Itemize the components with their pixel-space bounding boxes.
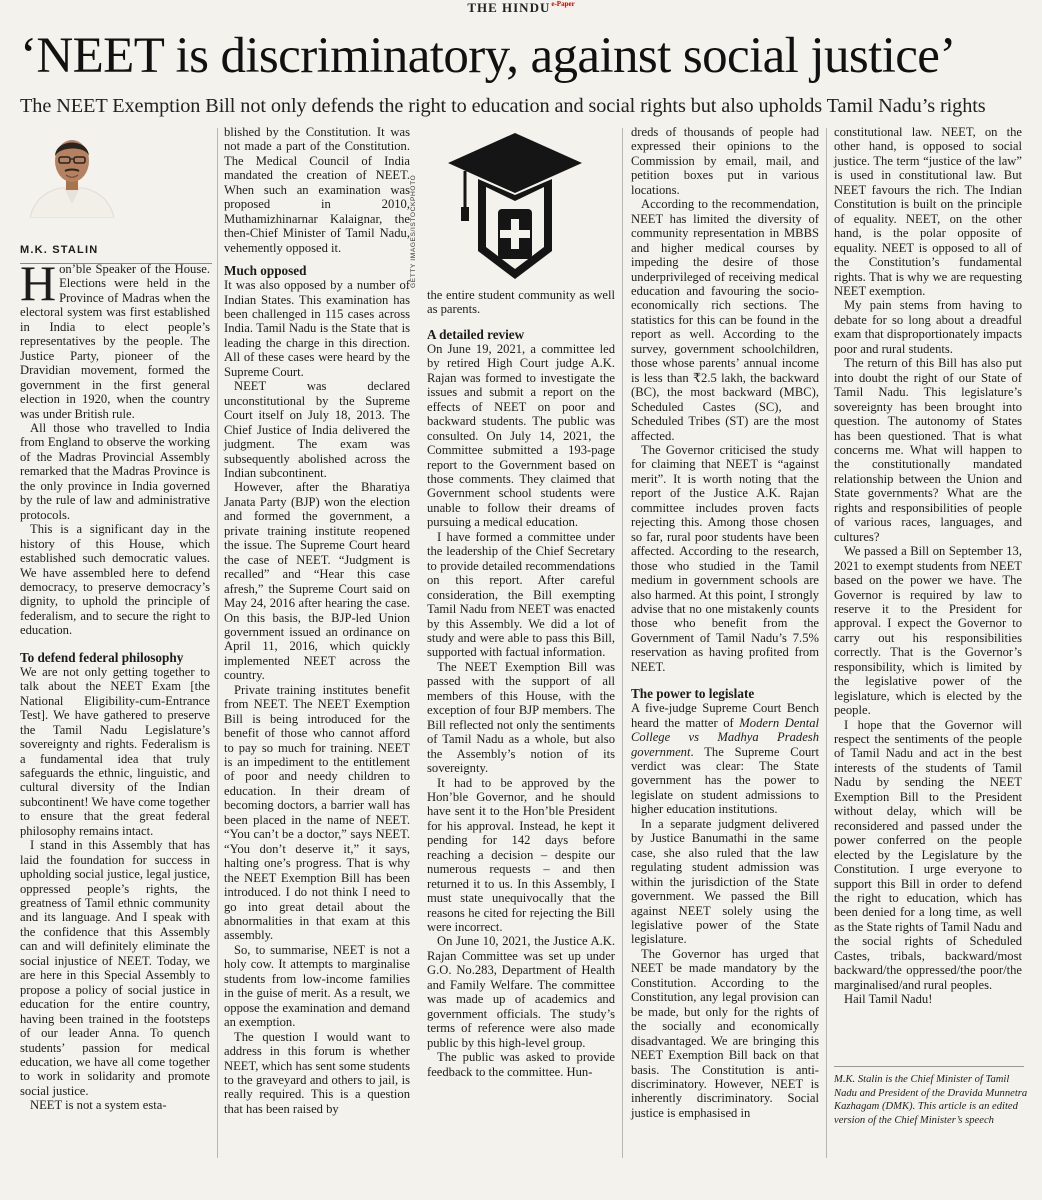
paragraph: We are not only getting together to talk about the NEET Exam [the National Eligibility-cum-Entrance Test]. We have gathered to preserve the Tamil Nadu Legislature’s sovereignty and rights. Federalism is a fundamental idea that truly safeguards the ethnic, linguistic, and cultural diversity of the Indian subcontinent! We have come together to ensure that the great federal philosophy remains intact. xyxy=(20,664,210,838)
masthead xyxy=(0,0,1042,16)
paragraph: The Governor criticised the study for claiming that NEET is “against merit”. It is worth noting that the report of the Justice A.K. Rajan committee includes proven facts rejecting this. Among those chosen so far, rural poor students have been affected. According to the research, those who studied in the Tamil medium in government schools are also harmed. At this point, I strongly advise that no one mistakenly counts those who benefit from the Government of Tamil Nadu’s 7.5% reservation as having profited from NEET. xyxy=(631,442,819,674)
column-4 xyxy=(631,125,819,1120)
section-heading: To defend federal philosophy xyxy=(20,649,184,665)
photo-credit: GETTY IMAGES/ISTOCKPHOTO xyxy=(410,174,417,288)
paragraph: It was also opposed by a number of Indian States. This examination has been challenged in 115 cases across India. Tamil Nadu is the State that is leading the charge in this direction. All of these cases were heard by the Supreme Court. xyxy=(224,278,410,379)
paragraph: According to the recommendation, NEET has limited the diversity of community representation in MBBS and higher medical courses by impeding the desire of those underprivileged of receiving medical education and favouring the socio-economically rich sections. The statistics for this can be found in the report as well. According to the survey, government schoolchildren, those whose parents’ annual income is less than ₹2.5 lakh, the backward (BC), the most backward (MBC), Scheduled Castes (SC), and Scheduled Tribes (ST) are the most affected. xyxy=(631,197,819,443)
section-heading: The power to legislate xyxy=(631,686,755,702)
headline: ‘NEET is discriminatory, against social justice’ xyxy=(20,28,956,84)
column-2 xyxy=(224,125,410,1116)
paragraph: All those who travelled to India from England to observe the working of the Madras Provincial Assembly remarked that the Madras Province is the only province in India governed by the rule of law and administrative protocols. xyxy=(20,420,210,522)
graduation-cap-illustration xyxy=(440,125,590,285)
paragraph: However, after the Bharatiya Janata Party (BJP) won the election and formed the government, a private training institute reopened the issue. The Supreme Court heard the case of NEET. “Judgment is recalled” and “Hear this case afresh,” the Supreme Court said on May 24, 2016 after hearing the case. On this basis, the BJP-led Union government issued an ordinance on April 11, 2016, which quickly implemented NEET across the country. xyxy=(224,480,410,683)
paragraph: This is a significant day in the history of this House, which established such democratic values. We have assembled here to defend democracy, to preserve democracy’s dignity, to uphold the principle of federalism, and to secure the right to education. xyxy=(20,522,210,638)
paragraph: constitutional law. NEET, on the other hand, is opposed to social justice. The term “justice of the law” is used in constitutional law. But NEET favours the rich. The Indian Constitution is built on the principle of equality. NEET, on the other hand, is the polar opposite of equality. NEET is opposed to all of the Constitution’s fundamental rights. That is why we are requesting NEET exemption. xyxy=(834,125,1022,298)
note-rule xyxy=(834,1066,1024,1067)
column-rule xyxy=(217,128,218,1158)
paragraph: So, to summarise, NEET is not a holy cow. It attempts to marginalise students from low-income families in the guise of merit. As a result, we oppose the examination and demand an exemption. xyxy=(224,942,410,1030)
paragraph: NEET is not a system esta- xyxy=(30,1098,167,1113)
paragraph: On June 19, 2021, a committee led by retired High Court judge A.K. Rajan was formed to investigate the issues and submit a report on the effects of NEET on poor and backward students. The public was consulted. On July 14, 2021, the Committee submitted a 193-page report to the Government based on those comments. They claimed that Government school students were unable to follow their dreams of pursuing a medical education. xyxy=(427,341,615,530)
paragraph: It had to be approved by the Hon’ble Governor, and he should have sent it to the Hon’ble President for his approval. Instead, he kept it pending for 142 days before reaching a decision – despite our numerous requests – and then returned it to us. In this Assembly, I must state unequivocally that the reasons he cited for rejecting the Bill were incorrect. xyxy=(427,775,615,935)
masthead-edition: e-Paper xyxy=(551,0,575,8)
paragraph: My pain stems from having to debate for so long about a dreadful exam that disproportionately impacts poor and rural students. xyxy=(834,298,1022,356)
subhead: The NEET Exemption Bill not only defends the right to education and social rights but also upholds Tamil Nadu’s rights xyxy=(20,95,986,117)
section-heading: A detailed review xyxy=(427,326,525,342)
paragraph: Hail Tamil Nadu! xyxy=(844,992,933,1007)
paragraph: dreds of thousands of people had expressed their opinions to the Commission by email, mail, and petition boxes put in various locations. xyxy=(631,125,819,197)
author-photo xyxy=(26,128,118,218)
paragraph-text: on’ble Speaker of the House. Elections were held in the Province of Madras when the electoral system was first established in India to elect people’s representatives by the people. The Justice Party, pioneer of the Dravidian movement, formed the government in the first general election in 1920, when the country was under British rule. xyxy=(20,262,210,421)
column-5 xyxy=(834,125,1022,1007)
paragraph-text: . The Supreme Court verdict was clear: The State government has the power to legislate on student admissions to higher education institutions. xyxy=(631,744,819,817)
author-note: M.K. Stalin is the Chief Minister of Tamil Nadu and President of the Dravida Munnetra Kazhagam (DMK). This article is an edited version of the Chief Minister’s speech xyxy=(834,1074,1028,1126)
paragraph: Private training institutes benefit from NEET. The NEET Exemption Bill is being introduced for the benefit of those who cannot afford to pay so much for training. NEET is an impediment to the entitlement of poor and needy children to education. In their dream of becoming doctors, a barrier wall has been placed in the name of NEET. “You can’t be a doctor,” says NEET. “You don’t deserve it,” it says, halting one’s progress. That is why the NEET Exemption Bill has been introduced. I do not think I need to go into great detail about the abnormalities in that exam at this assembly. xyxy=(224,682,410,943)
paragraph: I stand in this Assembly that has laid the foundation for success in upholding social justice, legal justice, oppressed people’s rights, the greatness of Tamil ethnic community and its language. And I speak with the confidence that this Assembly can and will definitely eliminate the social injustice of NEET. Today, we are here in this Special Assembly to propose a policy of social justice in education for the entire country, having been trained in the footsteps of our leader Anna. To quench students’ passion for medical education, we have all come together to work in solidarity and promote social justice. xyxy=(20,838,210,1098)
column-1 xyxy=(20,255,210,1113)
column-rule xyxy=(826,128,827,1158)
paragraph: The public was asked to provide feedback to the committee. Hun- xyxy=(427,1050,615,1079)
paragraph: blished by the Constitution. It was not made a part of the Constitution. The Medical Council of India mandated the creation of NEET. When such an examination was proposed in 2010, Muthamizhinarnar Kalaignar, the then-Chief Minister of Tamil Nadu, vehemently opposed it. xyxy=(224,125,410,255)
drop-cap: H xyxy=(20,255,57,311)
paragraph-text: A five-judge Supreme Court Bench heard the matter of xyxy=(631,701,819,730)
masthead-title: THE HINDU xyxy=(467,0,551,15)
paragraph: I have formed a committee under the leadership of the Chief Secretary to provide detailed recommendations on this report. After careful consideration, the Bill exempting Tamil Nadu from NEET was enacted by this Assembly. We did a lot of study and were able to pass this Bill, supported with factual information. xyxy=(427,529,615,660)
paragraph: We passed a Bill on September 13, 2021 to exempt students from NEET based on the power we have. The Governor is required by law to reserve it to the President for approval. I expect the Governor to carry out his responsibilities correctly. That is the Governor’s responsibility, which is limited by the legislative power of the legislature, which is elected by the people. xyxy=(834,544,1022,718)
column-rule xyxy=(622,128,623,1158)
paragraph: the entire student community as well as parents. xyxy=(427,288,615,317)
case-name: Modern Dental College vs Madhya Pradesh government xyxy=(631,715,819,759)
paragraph: In a separate judgment delivered by Justice Banumathi in the same case, she also ruled that the law regulating student admission was within the jurisdiction of the State government. We passed the Bill against NEET solely using the legislative power of the State legislature. xyxy=(631,816,819,947)
paragraph: The NEET Exemption Bill was passed with the support of all members of this House, with the exception of four BJP members. The Bill reflected not only the sentiments of Tamil Nadu as a whole, but also the Assembly’s notion of its sovereignty. xyxy=(427,659,615,776)
paragraph: I hope that the Governor will respect the sentiments of the people of Tamil Nadu and act in the best interests of the students of Tamil Nadu by sending the NEET Exemption Bill to the President without delay, which will be reconsidered and passed under the power conferred on the people elected by the Legislature by the Constitution. I urge everyone to support this Bill in order to defend the right to education, which has been denied for a long time, as well as the State rights of Tamil Nadu and the social rights of Scheduled Castes, tribals, backward/most backward/the oppressed/the poor/the marginalised/and rural peoples. xyxy=(834,717,1022,992)
paragraph: NEET was declared unconstitutional by the Supreme Court itself on July 18, 2013. The Chief Justice of India delivered the judgment. The exam was subsequently abolished across the Indian subcontinent. xyxy=(224,379,410,480)
paragraph: The return of this Bill has also put into doubt the right of our State of Tamil Nadu. This legislature’s sovereignty has been brought into question. The autonomy of States has been questioned. That is what concerns me. What will happen to the constitutionally mandated relationship between the Union and State governments? What are the rights and responsibilities of people of various races, languages, and cultures? xyxy=(834,356,1022,544)
paragraph xyxy=(631,701,819,817)
column-3 xyxy=(427,288,615,1079)
section-heading: Much opposed xyxy=(224,263,307,279)
byline: M.K. STALIN xyxy=(20,244,99,256)
paragraph: On June 10, 2021, the Justice A.K. Rajan Committee was set up under G.O. No.283, Department of Health and Family Welfare. The committee was made up of academics and government officials. The study’s terms of reference were also made public by this high-level group. xyxy=(427,934,615,1050)
paragraph: The question I would want to address in this forum is whether NEET, which has sent some students to the graveyard and others to jail, is really required. This is a question that has been raised by xyxy=(224,1029,410,1116)
paragraph: The Governor has urged that NEET be made mandatory by the Constitution. According to the Constitution, any legal provision can be made, but only for the rights of the socially and economically disadvantaged. We are bringing this NEET Exemption Bill back on that basis. The Constitution is anti-discriminatory. However, NEET is inherently discriminatory. Social justice is emphasised in xyxy=(631,946,819,1120)
paragraph xyxy=(20,255,210,421)
